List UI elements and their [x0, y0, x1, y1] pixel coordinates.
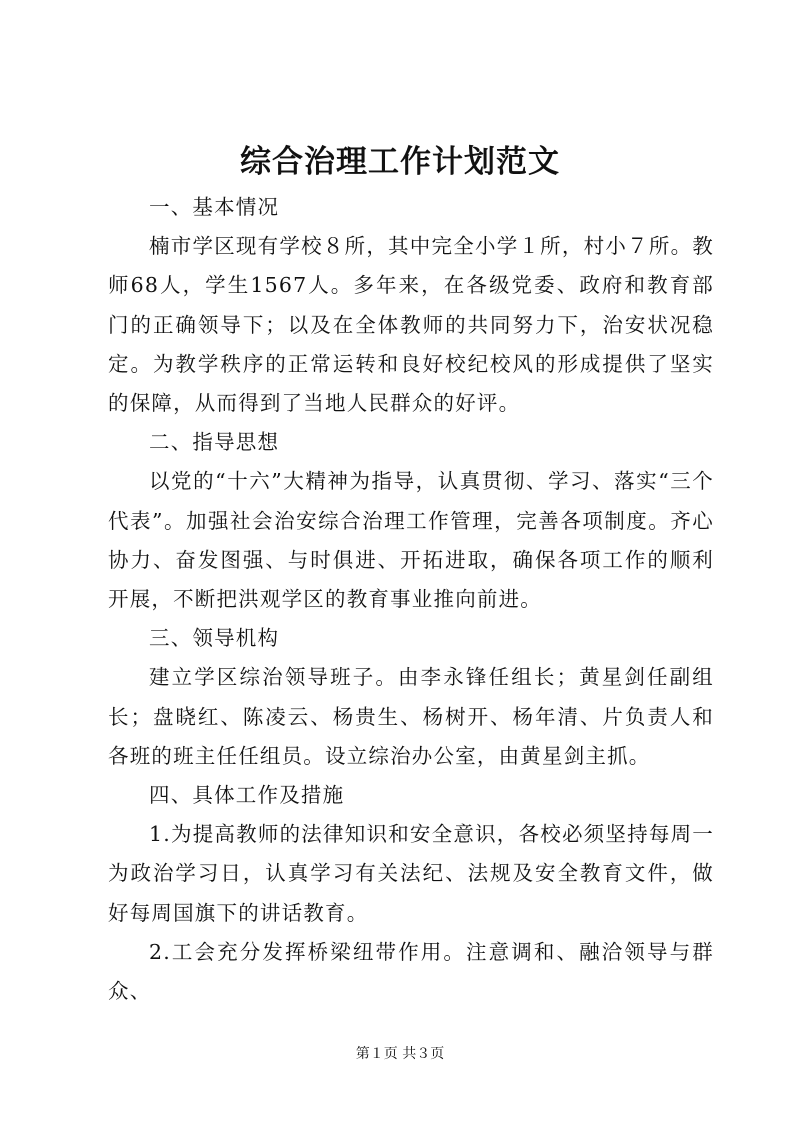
- paragraph-guiding-ideology: 以党的“十六”大精神为指导，认真贯彻、学习、落实“三个代表”。加强社会治安综合治理工作管理，完善各项制度。齐心协力、奋发图强、与时俱进、开拓进取，确保各项工作的顺利开展，不断把洪观学区的教育事业推向前进。: [108, 469, 714, 612]
- page-number: 第１页 共３页: [355, 1046, 445, 1062]
- paragraph-basic-info: 楠市学区现有学校８所，其中完全小学１所，村小７所。教师68人，学生1567人。多年来，在各级党委、政府和教育部门的正确领导下；以及在全体教师的共同努力下，治安状况稳定。为教学秩序的正常运转和良好校纪校风的形成提供了坚实的保障，从而得到了当地人民群众的好评。: [108, 234, 714, 416]
- section-heading-basic-info: 一、基本情况: [149, 195, 280, 219]
- page-title: 综合治理工作计划范文: [240, 144, 560, 180]
- document-body: [108, 188, 714, 1011]
- section-heading-guiding-ideology: 二、指导思想: [149, 430, 280, 455]
- paragraph-measure-2: 2.工会充分发挥桥梁纽带作用。注意调和、融洽领导与群众、: [108, 939, 714, 1004]
- section-heading-leadership: 三、领导机构: [149, 626, 280, 651]
- paragraph-measure-1: 1.为提高教师的法律知识和安全意识，各校必须坚持每周一为政治学习日，认真学习有关法纪、法规及安全教育文件，做好每周国旗下的讲话教育。: [108, 822, 714, 925]
- paragraph-leadership: 建立学区综治领导班子。由李永锋任组长；黄星剑任副组长；盘晓红、陈凌云、杨贵生、杨树开、杨年清、片负责人和各班的班主任任组员。设立综治办公室，由黄星剑主抓。: [108, 665, 714, 768]
- section-heading-measures: 四、具体工作及措施: [149, 783, 345, 808]
